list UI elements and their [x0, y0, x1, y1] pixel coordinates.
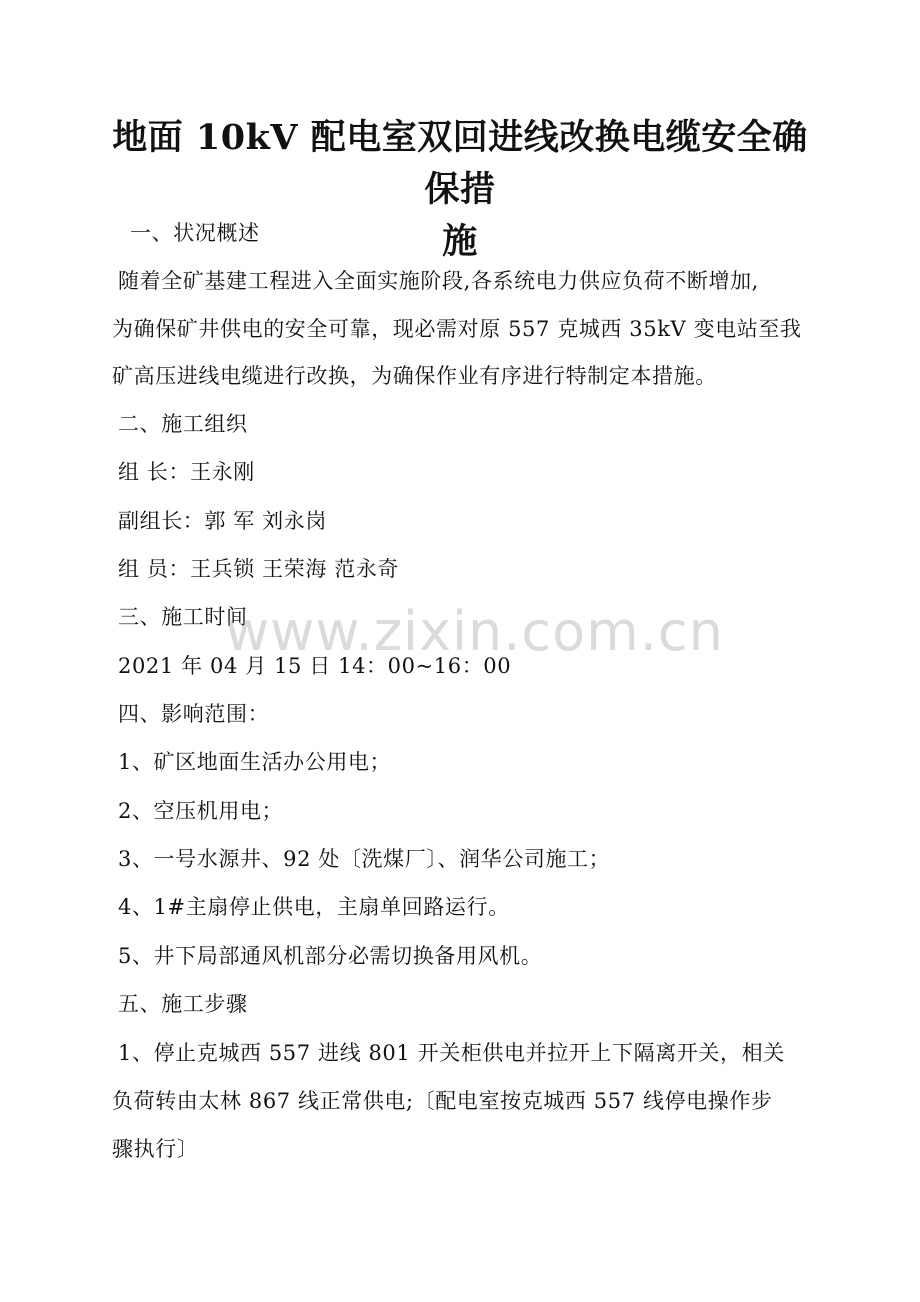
step-1-line-2: 负荷转由太林 867 线正常供电;〔配电室按克城西 557 线停电操作步: [112, 1089, 773, 1113]
title-line-1: 地面 10kV 配电室双回进线改换电缆安全确保措: [112, 117, 808, 210]
section-heading-organization: 二、施工组织: [118, 412, 248, 436]
impact-item-5: 5、井下局部通风机部分必需切换备用风机。: [118, 944, 543, 968]
team-leader: 组 长：王永刚: [118, 460, 255, 484]
work-time: 2021 年 04 月 15 日 14：00~16：00: [118, 654, 512, 678]
section-heading-impact: 四、影响范围：: [118, 702, 270, 726]
section-heading-steps: 五、施工步骤: [118, 992, 248, 1016]
section-heading-overview: 一、状况概述: [130, 221, 260, 245]
overview-paragraph-line-3: 矿高压进线电缆进行改换，为确保作业有序进行特制定本措施。: [112, 364, 717, 388]
impact-item-3: 3、一号水源井、92 处〔洗煤厂〕、润华公司施工；: [118, 847, 611, 871]
impact-item-4: 4、1#主扇停止供电，主扇单回路运行。: [118, 895, 510, 919]
impact-item-2: 2、空压机用电；: [118, 799, 284, 823]
watermark: www.zixin.com.cn: [225, 600, 724, 663]
team-members: 组 员：王兵锁 王荣海 范永奇: [118, 557, 400, 581]
deputy-leader: 副组长：郭 军 刘永岗: [118, 509, 327, 533]
step-1-line-1: 1、停止克城西 557 进线 801 开关柜供电并拉开上下隔离开关，相关: [118, 1041, 785, 1065]
impact-item-1: 1、矿区地面生活办公用电；: [118, 750, 392, 774]
overview-paragraph-line-2: 为确保矿井供电的安全可靠，现必需对原 557 克城西 35kV 变电站至我: [112, 317, 802, 341]
overview-paragraph-line-1: 随着全矿基建工程进入全面实施阶段,各系统电力供应负荷不断增加,: [118, 269, 759, 293]
step-1-line-3: 骤执行〕: [112, 1137, 199, 1161]
title-line-2: 施: [442, 221, 478, 262]
section-heading-time: 三、施工时间: [118, 605, 248, 629]
